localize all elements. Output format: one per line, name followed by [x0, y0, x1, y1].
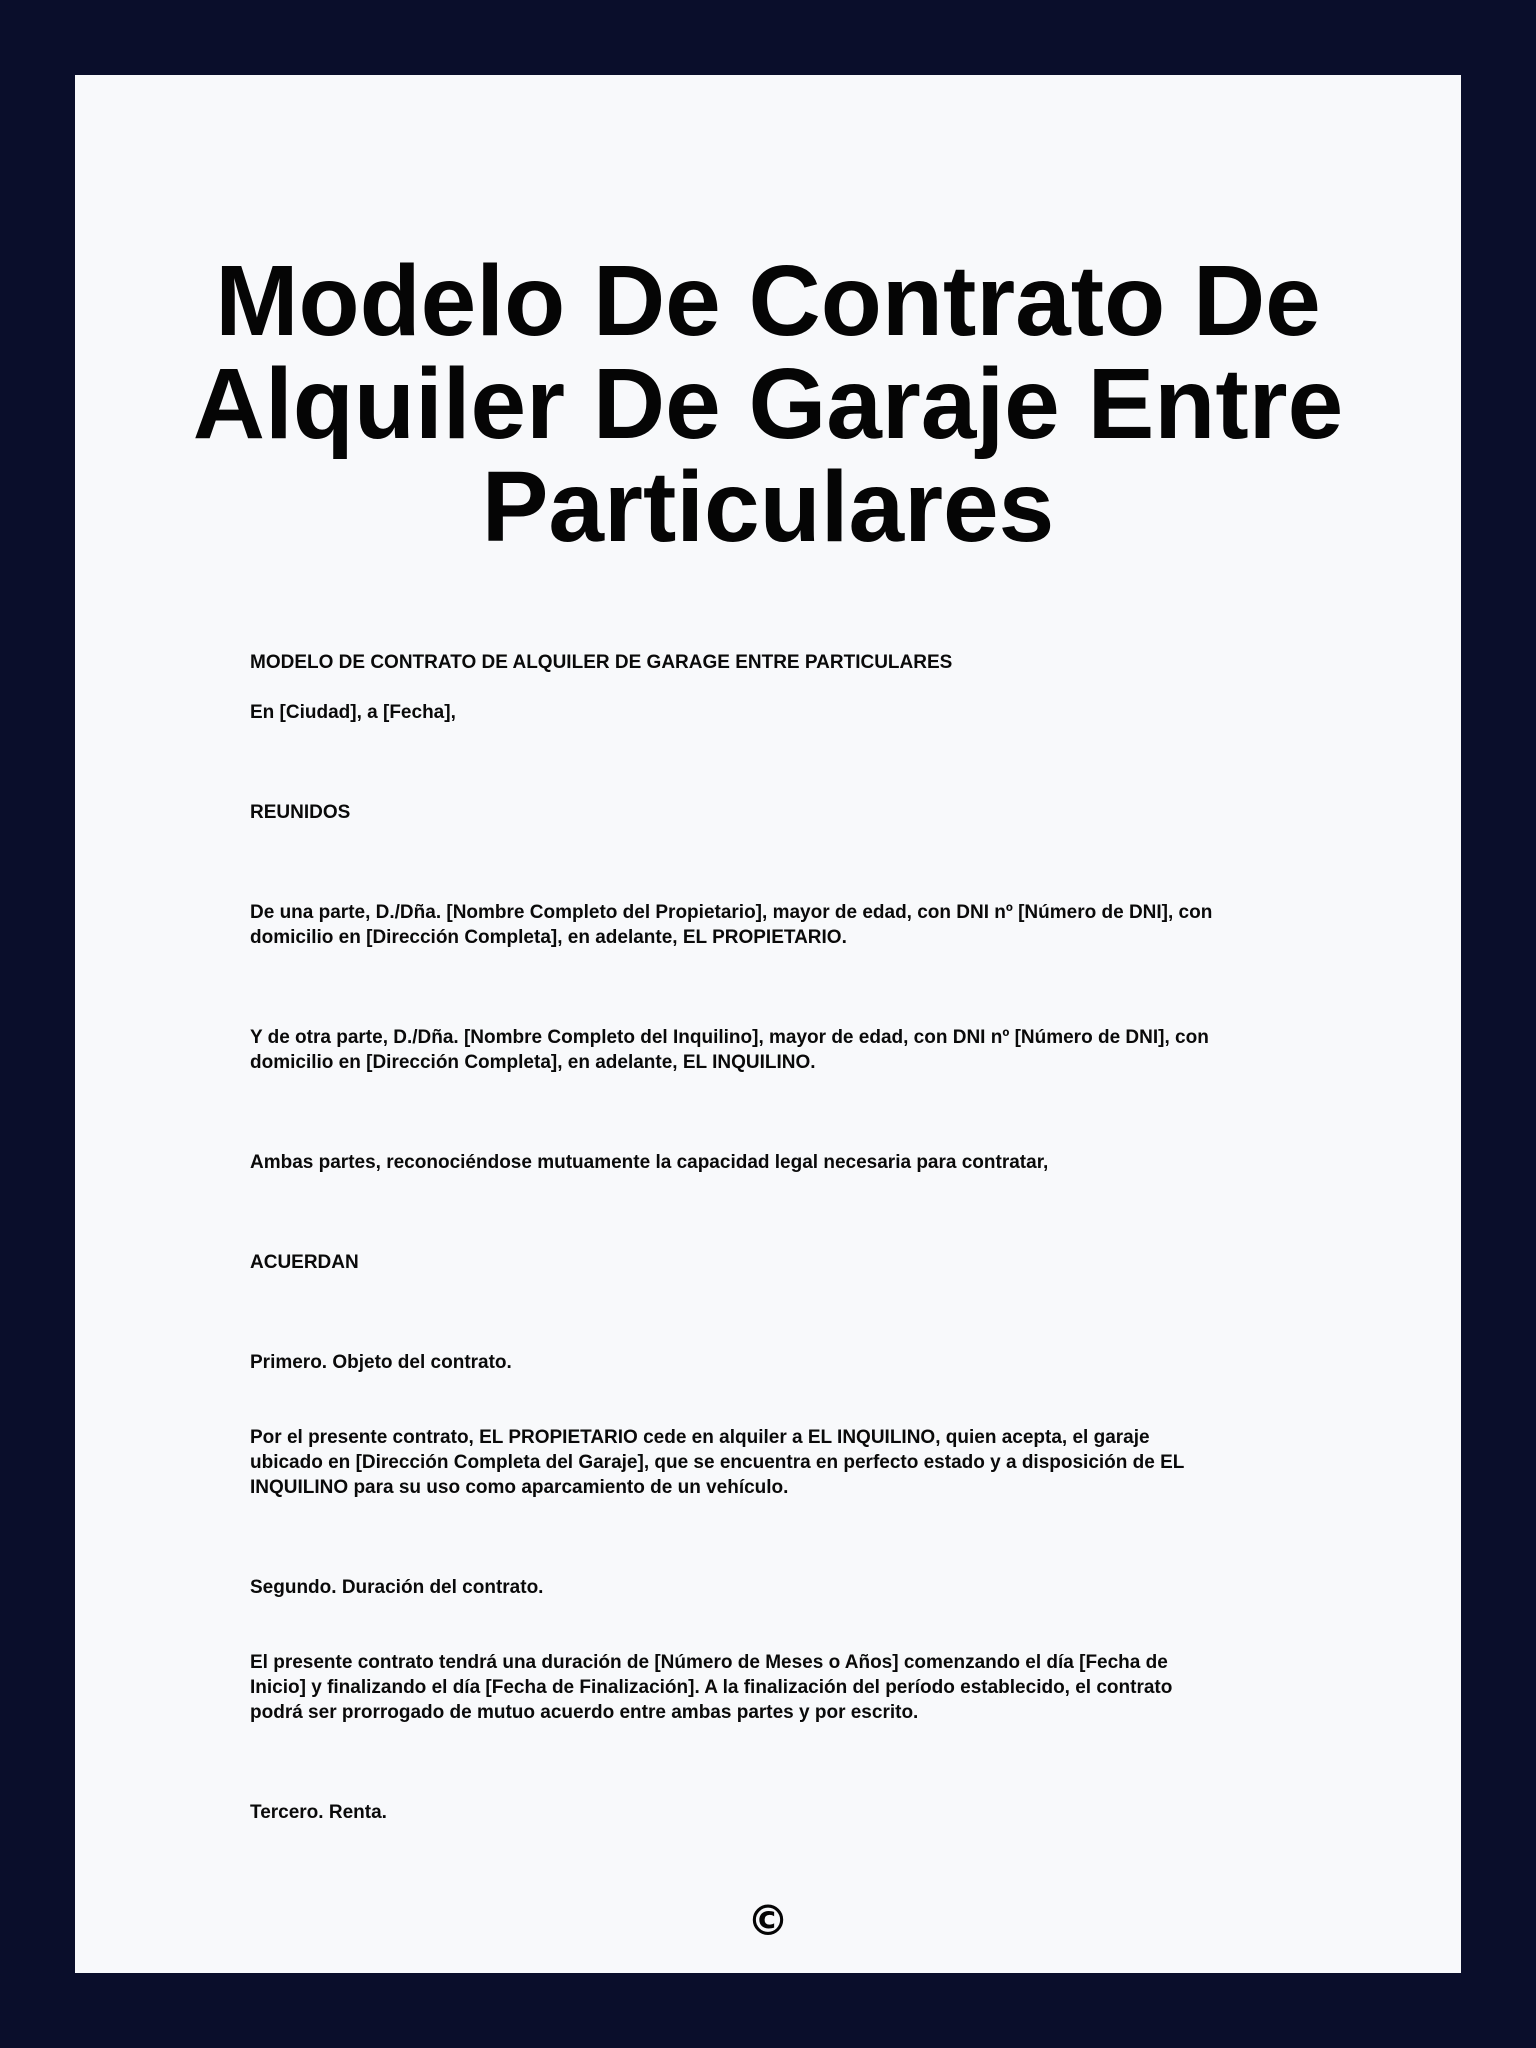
place-date: En [Ciudad], a [Fecha],: [250, 702, 456, 723]
copyright-icon: ©: [747, 1896, 789, 1945]
clause-primero-text: Por el presente contrato, EL PROPIETARIO cede en alquiler a EL INQUILINO, quien acepta, el garaje ubicado en [Dirección Completa del Garaje], que se encuentra en perfecto estado y a disposición de EL INQUILINO para su uso como aparcamiento de un vehículo.: [250, 1427, 1185, 1498]
clause-segundo-title: Segundo. Duración del contrato.: [250, 1577, 544, 1598]
document-body: [250, 650, 1350, 1825]
paragraph-ambas-partes: Ambas partes, reconociéndose mutuamente la capacidad legal necesaria para contratar,: [250, 1152, 1049, 1173]
clause-primero-title: Primero. Objeto del contrato.: [250, 1352, 512, 1373]
clause-segundo-text: El presente contrato tendrá una duración de [Número de Meses o Años] comenzando el día [Fecha de Inicio] y finalizando el día [Fecha de Finalización]. A la finalización del período establecido, el contrato podrá ser prorrogado de mutuo acuerdo entre ambas partes y por escrito.: [250, 1652, 1173, 1723]
clause-tercero-title: Tercero. Renta.: [250, 1802, 387, 1823]
paragraph-propietario: De una parte, D./Dña. [Nombre Completo del Propietario], mayor de edad, con DNI nº [Número de DNI], con domicilio en [Dirección Completa], en adelante, EL PROPIETARIO.: [250, 902, 1213, 948]
section-reunidos: REUNIDOS: [250, 802, 351, 823]
document-page: [75, 75, 1461, 1973]
paragraph-inquilino: Y de otra parte, D./Dña. [Nombre Completo del Inquilino], mayor de edad, con DNI nº [Número de DNI], con domicilio en [Dirección Completa], en adelante, EL INQUILINO.: [250, 1027, 1209, 1073]
document-title: Modelo De Contrato De Alquiler De Garaje Entre Particulares: [192, 245, 1344, 563]
section-acuerdan: ACUERDAN: [250, 1252, 359, 1273]
contract-heading: MODELO DE CONTRATO DE ALQUILER DE GARAGE ENTRE PARTICULARES: [250, 652, 953, 673]
